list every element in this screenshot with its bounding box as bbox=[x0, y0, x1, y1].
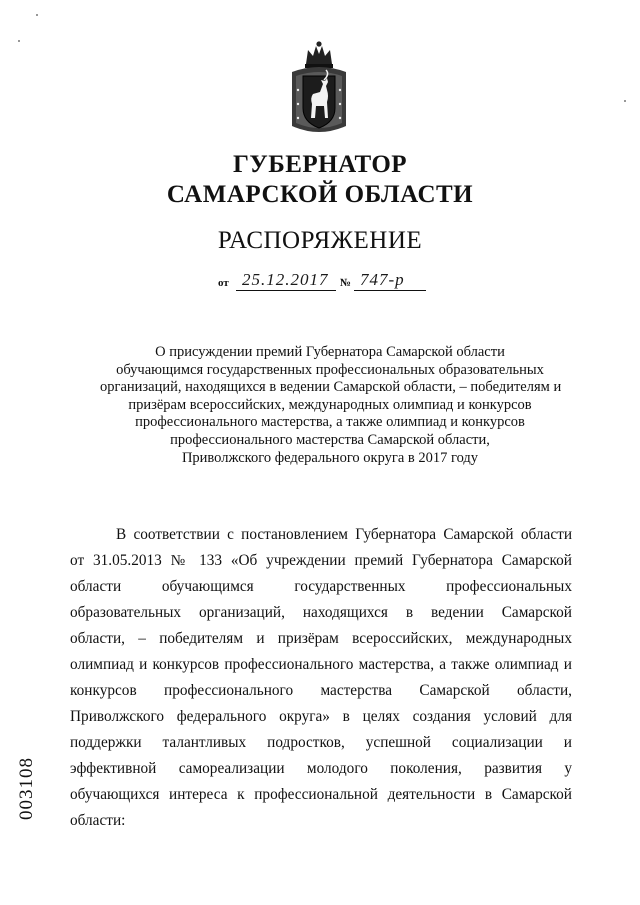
body-line: конкурсов профессионального мастерства Самарской области, bbox=[70, 682, 572, 699]
body-line: области, – победителям и призёрам всероссийских, международных bbox=[70, 630, 572, 647]
scan-speck bbox=[36, 14, 38, 16]
body-line: эффективной самореализации молодого поколения, развития у bbox=[70, 760, 572, 777]
subject-line: О присуждении премий Губернатора Самарской области bbox=[155, 344, 505, 360]
body-line: олимпиад и конкурсов профессионального мастерства, а также олимпиад и bbox=[70, 656, 572, 673]
subject-line: призёрам всероссийских, международных олимпиад и конкурсов bbox=[128, 396, 532, 413]
body-line: обучающихся интереса к профессиональной деятельности в Самарской bbox=[70, 786, 572, 803]
body-line: В соответствии с постановлением Губернатора Самарской области bbox=[116, 526, 572, 543]
document-subject bbox=[100, 344, 560, 467]
body-line: от 31.05.2013 № 133 «Об учреждении премий Губернатора Самарской bbox=[70, 552, 572, 569]
coat-of-arms-icon bbox=[286, 40, 352, 140]
subject-line: профессионального мастерства Самарской области, bbox=[170, 431, 490, 448]
body-line: области: bbox=[70, 812, 126, 829]
scan-speck bbox=[18, 40, 20, 42]
body-line: поддержки талантливых подростков, успешной социализации и bbox=[70, 734, 572, 751]
date-underline bbox=[236, 290, 336, 291]
subject-line: профессионального мастерства, а также олимпиад и конкурсов bbox=[135, 414, 525, 431]
issuer-title: ГУБЕРНАТОР bbox=[232, 151, 408, 178]
number-value: 747-р bbox=[360, 270, 405, 289]
subject-line: обучающимся государственных профессиональных образовательных bbox=[116, 361, 544, 378]
body-line: образовательных организаций, находящихся в ведении Самарской bbox=[70, 604, 572, 621]
subject-line: организаций, находящихся в ведении Самарской области, – победителям и bbox=[100, 379, 562, 396]
document-body bbox=[70, 522, 572, 834]
document-type: РАСПОРЯЖЕНИЕ bbox=[217, 227, 423, 254]
body-line: области обучающимся государственных профессиональных bbox=[70, 578, 572, 595]
number-prefix: № bbox=[340, 277, 352, 289]
scan-speck bbox=[624, 100, 626, 102]
number-underline bbox=[354, 290, 426, 291]
issuer-region: САМАРСКОЙ ОБЛАСТИ bbox=[166, 181, 474, 208]
date-value: 25.12.2017 bbox=[242, 270, 329, 289]
side-stamp-number: 003108 bbox=[16, 757, 37, 820]
subject-line: Приволжского федерального округа в 2017 году bbox=[181, 449, 479, 466]
body-line: Приволжского федерального округа» в целях создания условий для bbox=[70, 708, 572, 725]
date-prefix: от bbox=[218, 277, 229, 289]
